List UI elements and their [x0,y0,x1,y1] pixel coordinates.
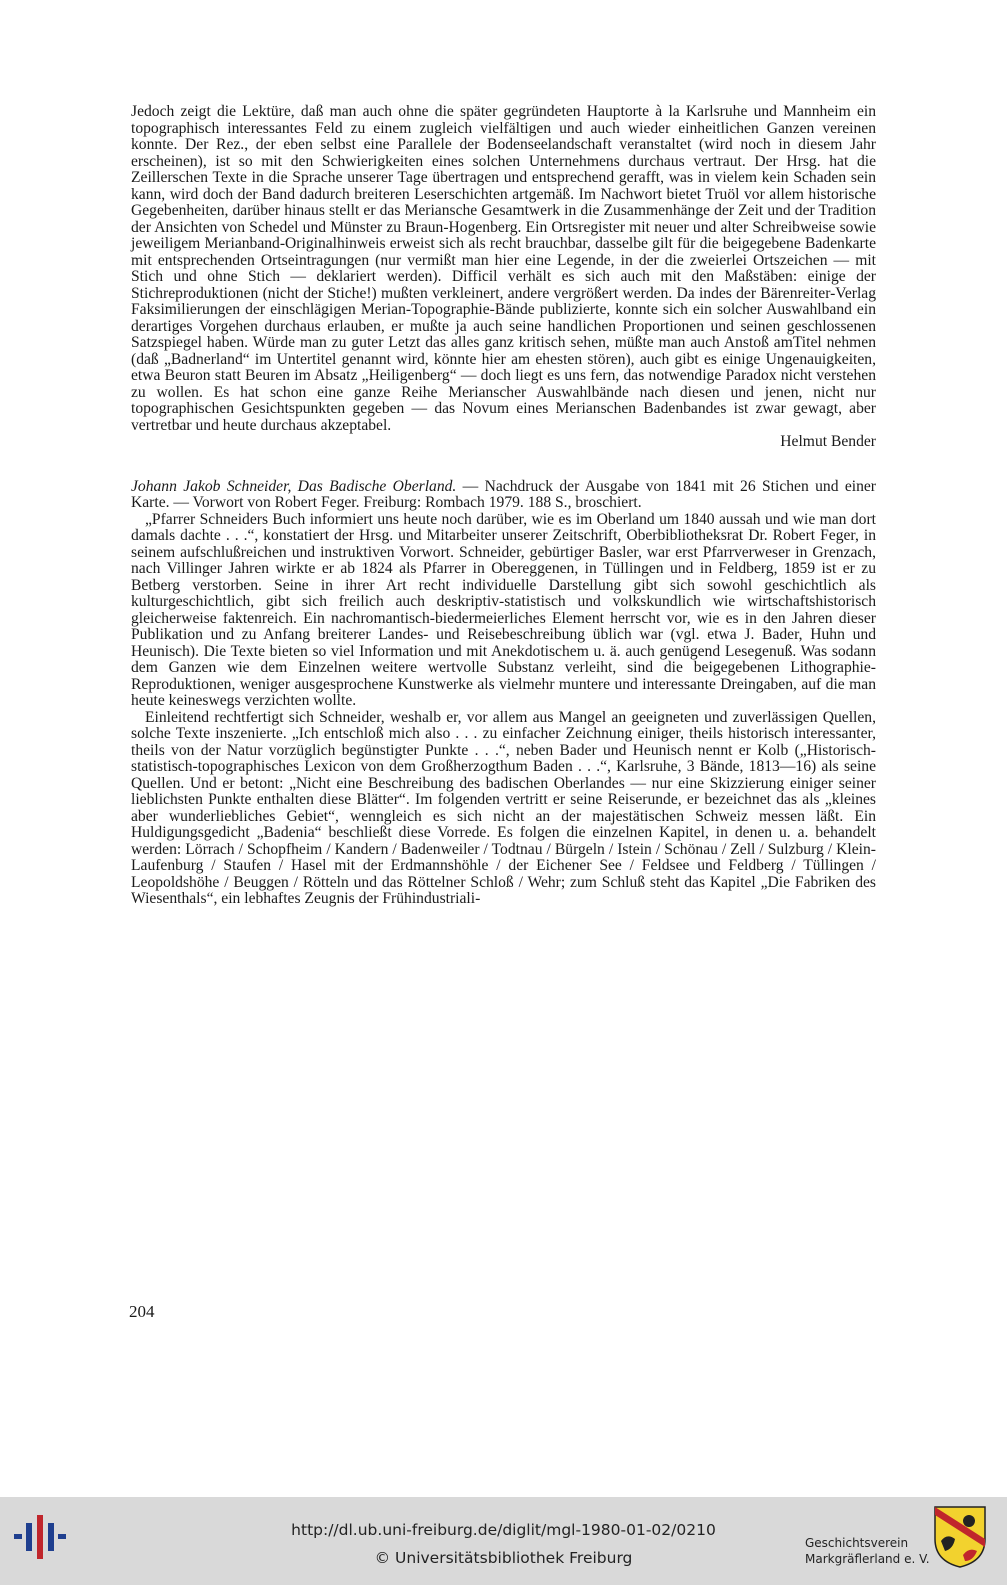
footer-bar [0,1497,1007,1585]
page-number: 204 [129,1302,155,1321]
review-paragraph: „Pfarrer Schneiders Buch informiert uns heute noch darüber, wie es im Oberland um 1840 aussah und wie man dort damals dachte . . .“, konstatiert der Hrsg. und Mitarbeiter unserer Zeitschrift, Oberbibliotheksrat Dr. Robert Feger, in seinem aufschlußreichen und instruktiven Vorwort. Schneider, gebürtiger Basler, war erst Pfarrverweser in Grenzach, nach Villinger Jahren wirkte er ab 1824 als Pfarrer in Obereggenen, in Tüllingen und in Feldberg, 1859 ist er zu Betberg verstorben. Seine in ihrer Art recht individuelle Darstellung gibt sich sowohl geschichtlich als kulturgeschichtlich, gibt sich freilich auch deskriptiv-statistisch und volkskundlich wie wirtschaftshistorisch gleicherweise faktenreich. Ein nachromantisch-biedermeierliches Element herrscht vor, wie es in den Jahren dieser Publikation und zu Anfang breiterer Landes- und Reisebeschreibung üblich war (vgl. etwa J. Bader, Huhn und Heunisch). Die Texte bieten so viel Information und mit Anekdotischem u. ä. auch genügend Lesegenuß. Was sodann dem Ganzen wie dem Einzelnen weitere wertvolle Substanz verleiht, sind die beigegebenen Lithographie-Reproduktionen, weniger ausgesprochene Kunstwerke als vielmehr muntere und interessante Dreingaben, auf die man heute keineswegs verzichten wollte. [131,510,876,709]
book-publication-details: — Nachdruck der Ausgabe von 1841 mit 26 Stichen und einer Karte. — Vorwort von Robert Feger. Freiburg: Rombach 1979. 188 S., broschiert. [131,477,876,511]
review-signature: Helmut Bender [780,433,876,450]
society-name-line: Markgräflerland e. V. [805,1552,930,1566]
section-gap [131,451,876,479]
review-paragraph: Einleitend rechtfertigt sich Schneider, weshalb er, vor allem aus Mangel an geeigneten und zuverlässigen Quellen, solche Texte inszenierte. „Ich entschloß mich also . . . zu einfacher Zeichnung einiger, theils historisch interessanter, theils von der Natur vorzüglich begünstigter Punkte . . .“, neben Bader und Heunisch nennt er Kolb („Historisch-statistisch-topographisches Lexicon von dem Großherzogthum Baden . . .“, Karlsruhe, 3 Bände, 1813—16) als seine Quellen. Und er betont: „Nicht eine Beschreibung des badischen Oberlandes — nur eine Skizzierung einiger seiner lieblichsten Punkte enthalten diese Blätter“. Im folgenden vertritt er seine Reiserunde, er bezeichnet das als „kleines aber wunderliebliches Gebiet“, wenngleich es sich nicht an der majestätischen Schweiz messen läßt. Ein Huldigungsgedicht „Badenia“ beschließt diese Vorrede. Es folgen die einzelnen Kapitel, in denen u. a. behandelt werden: Lörrach / Schopfheim / Kandern / Badenweiler / Todtnau / Bürgeln / Istein / Schönau / Zell / Sulzburg / Klein-Laufenburg / Staufen / Hasel mit der Erdmannshöhle / der Eichener See / Feldsee und Feldberg / Tüllingen / Leopoldshöhe / Beuggen / Rötteln und das Röttelner Schloß / Wehr; zum Schluß steht das Kapitel „Die Fabriken des Wiesenthals“, ein lebhaftes Zeugnis der Frühindustriali- [131,708,876,907]
society-name-line: Geschichtsverein [805,1536,909,1550]
page-body [131,104,876,908]
book-author-title: Johann Jakob Schneider, Das Badische Oberland. [131,477,457,495]
coat-of-arms-icon [933,1505,987,1569]
bibliographic-entry [131,479,876,512]
review-paragraph: Jedoch zeigt die Lektüre, daß man auch ohne die später gegründeten Hauptorte à la Karlsruhe und Mannheim ein topographisch interessantes Feld zu einem zugleich vielfältigen und auch wieder einheitlichen Ganzen vereinen konnte. Der Rez., der eben selbst eine Parallele der Bodenseelandschaft veranstaltet (wird noch in diesem Jahr erscheinen), ist so mit den Schwierigkeiten eines solchen Unternehmens durchaus vertraut. Der Hrsg. hat die Zeillerschen Texte in die Sprache unserer Tage übertragen und entsprechend gerafft, was in vielem kein Schaden sein kann, wird doch der Band dadurch breiteren Leserschichten artgemäß. Im Nachwort bietet Truöl vor allem historische Gegebenheiten, darüber hinaus stellt er das Meriansche Gesamtwerk in die Zusammenhänge der Zeit und der Tradition der Ansichten von Schedel und Münster zu Braun-Hogenberg. Ein Ortsregister mit neuer und alter Schreibweise sowie jeweiligem Merianband-Originalhinweis erweist sich als recht brauchbar, dasselbe gilt für die beigegebene Badenkarte mit entsprechenden Ortseintragungen (nur vermißt man hier eine Legende, in der die zweierlei Ortszeichen — mit Stich und ohne Stich — deklariert werden). Difficil verhält es sich auch mit den Maßstäben: einige der Stichreproduktionen (nicht der Stiche!) mußten verkleinert, andere vergrößert werden. Da indes der Bärenreiter-Verlag Faksimilierungen der einschlägigen Merian-Topographie-Bände publizierte, konnte sich ein solcher Auswahlband ein derartiges Vorgehen durchaus erlauben, er mußte ja auch seine handlichen Proportionen und seinen geschlossenen Satzspiegel haben. Würde man zu guter Letzt das alles ganz kritisch sehen, müßte man auch Anstoß amTitel nehmen (daß „Badnerland“ im Untertitel genannt wird, könnte hier am ehesten stören), auch gibt es einige Ungenauigkeiten, etwa Beuron statt Beuren im Absatz „Heiligenberg“ — doch liegt es uns fern, das notwendige Paradox nicht verstehen zu wollen. Es hat schon eine ganze Reihe Merianscher Auswahlbände nach diesen und jenen, nicht nur topographischen Gesichtspunkten gegeben — das Novum eines Merianschen Badenbandes ist zwar gewagt, aber vertretbar und heute durchaus akzeptabel. [131,103,876,434]
copyright-notice: © Universitätsbibliothek Freiburg [374,1549,633,1567]
document-url[interactable]: http://dl.ub.uni-freiburg.de/diglit/mgl-1980-01-02/0210 [291,1521,716,1539]
society-name [805,1535,930,1567]
